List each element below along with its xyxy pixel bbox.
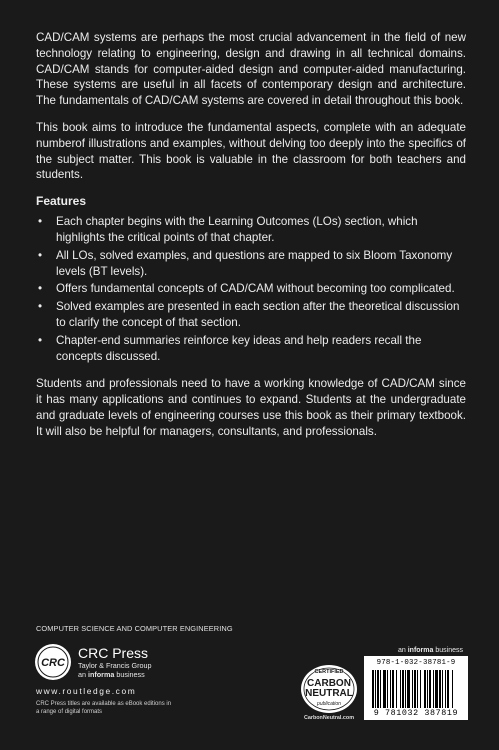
intro-paragraph-2: This book aims to introduce the fundamental aspects, complete with an adequate numberof illustrations and examples, without delving too deeply into the specifics of the subject matter. This book is valuable in the classroom for both teachers and students. (36, 120, 466, 182)
barcode-bar (447, 670, 449, 708)
feature-item: • Offers fundamental concepts of CAD/CAM without becoming too complicated. (38, 282, 455, 296)
carbon-neutral-url: CarbonNeutral.com (303, 715, 355, 721)
barcode-bar (433, 670, 434, 708)
informa-business-label: an informa business (398, 647, 463, 654)
barcode-bar (377, 670, 379, 708)
carbon-neutral-seal-icon (298, 659, 360, 719)
crc-press-logo-icon (34, 643, 72, 681)
barcode-bar (414, 670, 416, 708)
publisher-block (78, 646, 152, 679)
barcode-bar (390, 670, 391, 708)
feature-item: • Chapter-end summaries reinforce key ideas and help readers recall the concepts discussed. (38, 333, 422, 363)
barcode-bar (372, 670, 374, 708)
barcode-bar (435, 670, 438, 708)
features-heading: Features (36, 194, 87, 209)
feature-item: • Each chapter begins with the Learning Outcomes (LOs) section, which highlights the critical points of that chapter. (38, 215, 418, 244)
barcode-bar (420, 670, 421, 708)
publisher-informa: an informa business (78, 670, 145, 679)
barcode-bar (442, 670, 443, 708)
isbn-number-bottom: 9 781032 387819 (373, 708, 459, 718)
barcode-bar (424, 670, 426, 708)
barcode-bar (412, 670, 413, 708)
isbn-number-top: 978-1-032-38781-9 (376, 659, 456, 667)
barcode-bar (445, 670, 446, 708)
bullet-icon: • (38, 248, 43, 262)
subject-category: COMPUTER SCIENCE AND COMPUTER ENGINEERING (36, 624, 233, 633)
carbon-publication-text: publication (317, 701, 341, 707)
barcode-bar (429, 670, 431, 708)
barcode-bar (452, 670, 453, 708)
publisher-group: Taylor & Francis Group (78, 661, 152, 670)
feature-item: • Solved examples are presented in each section after the theoretical discussion to clarify the concept of that section. (38, 300, 460, 329)
isbn-barcode (364, 656, 468, 720)
barcode-bar (417, 670, 418, 708)
features-list (36, 214, 466, 364)
back-cover-text (36, 30, 466, 451)
barcode-bar (402, 670, 404, 708)
feature-item: • All LOs, solved examples, and questions are mapped to six Bloom Taxonomy levels (BT levels). (38, 248, 453, 278)
barcode-bar (387, 670, 388, 708)
barcode-bar (427, 670, 428, 708)
barcode-bar (400, 670, 401, 708)
barcode-bars-icon (370, 670, 462, 708)
publisher-website: www.routledge.com (36, 686, 137, 696)
barcode-bar (407, 670, 410, 708)
carbon-certified-text: CERTIFIED (314, 669, 344, 675)
barcode-bar (383, 670, 386, 708)
bullet-icon: • (38, 333, 43, 347)
bullet-icon: • (38, 282, 43, 296)
publisher-name: CRC Press (78, 645, 149, 661)
barcode-bar (396, 670, 397, 708)
bullet-icon: • (38, 300, 43, 314)
bullet-icon: • (38, 215, 43, 229)
closing-paragraph: Students and professionals need to have a working knowledge of CAD/CAM since it has many applications and continues to expand. Students at the undergraduate and graduate levels of engineering courses use this book as their primary textbook. It will also be helpful for managers, consultants, and professionals. (36, 377, 466, 438)
ebook-note: CRC Press titles are available as eBook editions in a range of digital formats (36, 701, 172, 715)
crc-logo-text: CRC (41, 657, 65, 669)
intro-paragraph-1: CAD/CAM systems are perhaps the most crucial advancement in the field of new technology relating to engineering, design and drawing in all technical domains. CAD/CAM stands for computer-aided design and computer-aided manufacturing. These systems are useful in all facets of contemporary design and architecture. The fundamentals of CAD/CAM systems are covered in detail throughout this book. (36, 31, 466, 108)
barcode-bar (439, 670, 441, 708)
barcode-bar (380, 670, 381, 708)
carbon-line1-text: CARBON (307, 678, 351, 689)
barcode-bar (405, 670, 406, 708)
barcode-bar (392, 670, 394, 708)
carbon-line2-text: NEUTRAL (305, 688, 353, 699)
barcode-bar (375, 670, 376, 708)
